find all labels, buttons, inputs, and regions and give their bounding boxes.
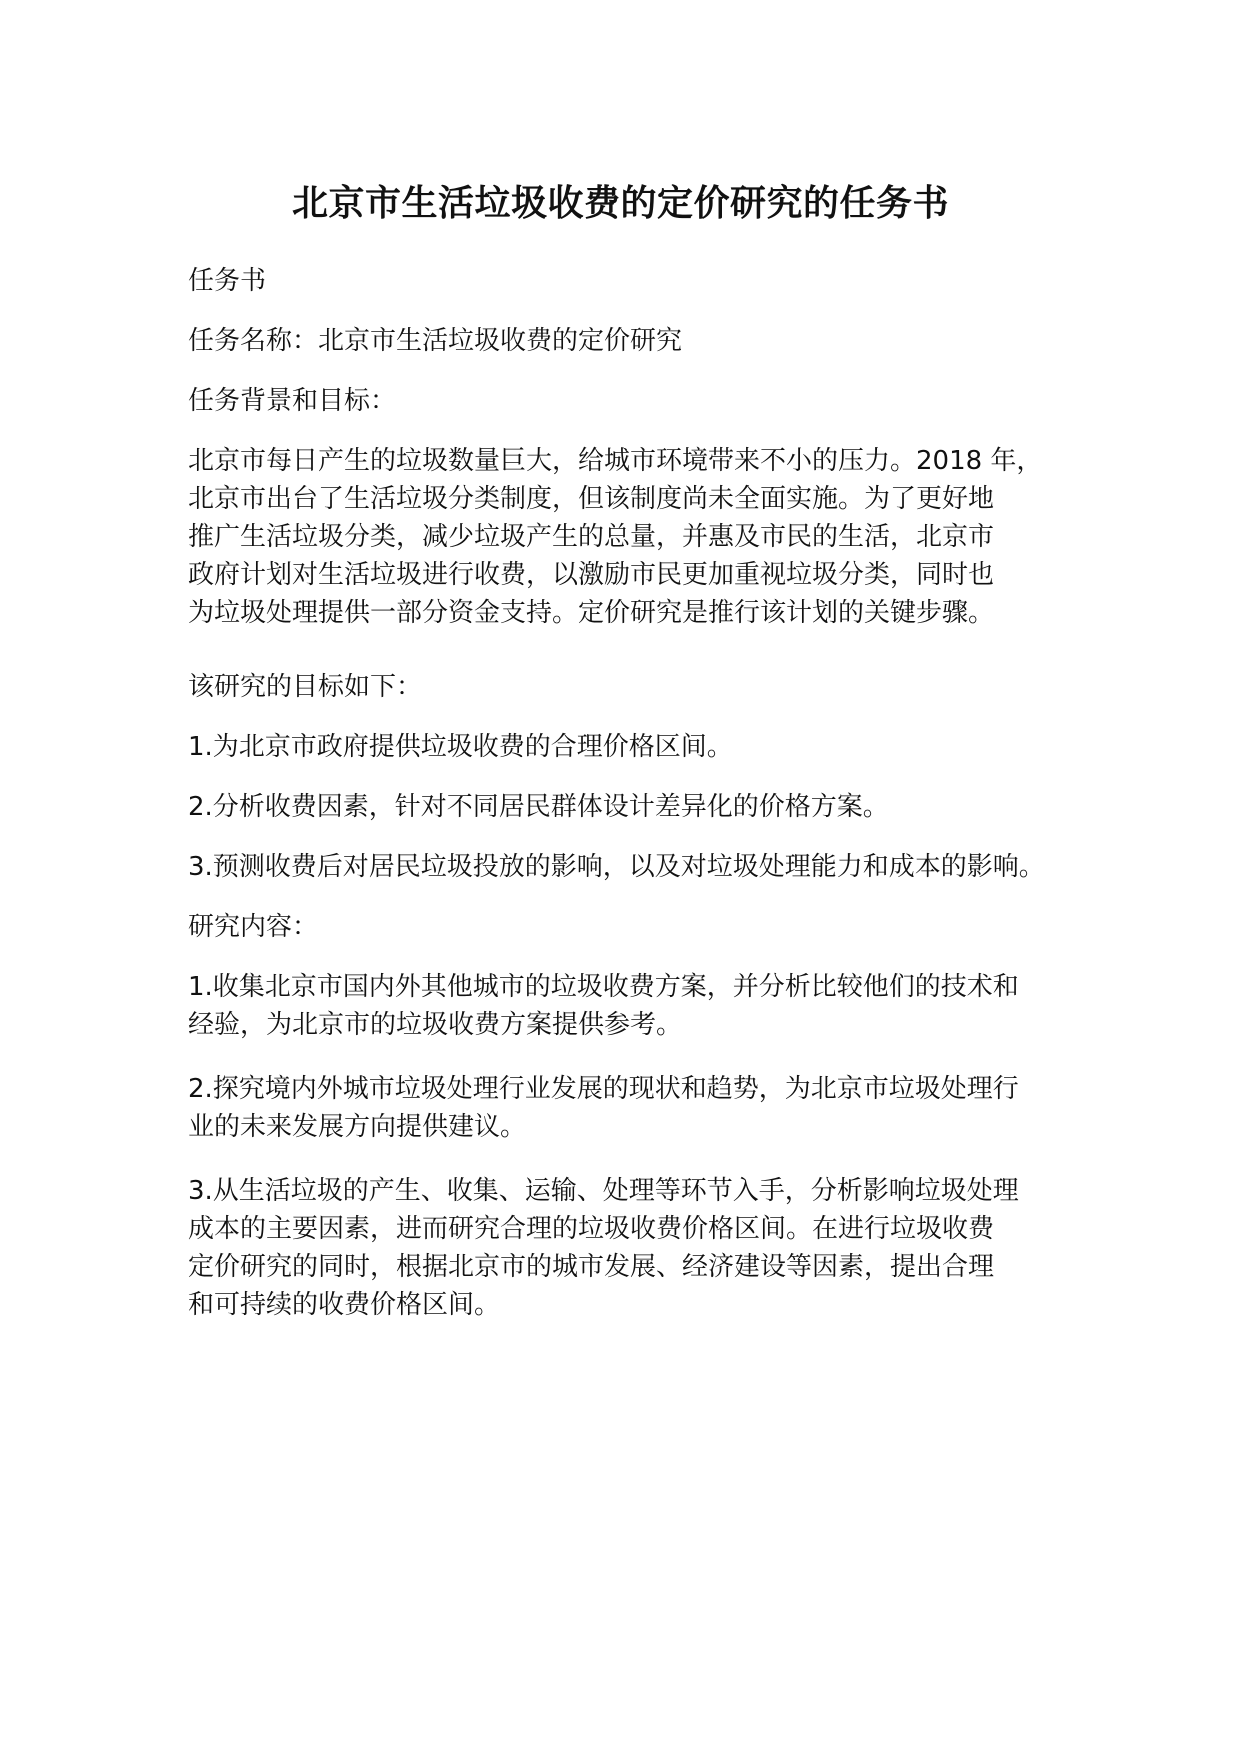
paragraph-line: 定价研究的同时，根据北京市的城市发展、经济建设等因素，提出合理	[188, 1252, 995, 1282]
background-paragraph	[188, 442, 1042, 632]
paragraph-line: 为垃圾处理提供一部分资金支持。定价研究是推行该计划的关键步骤。	[188, 598, 995, 628]
background-heading: 任务背景和目标：	[188, 386, 397, 416]
section-heading-task: 任务书	[188, 266, 267, 296]
document-title: 北京市生活垃圾收费的定价研究的任务书	[291, 183, 949, 224]
paragraph-line: 北京市每日产生的垃圾数量巨大，给城市环境带来不小的压力。2018 年，	[188, 446, 1043, 476]
content-item	[188, 1172, 1019, 1324]
content-heading: 研究内容：	[188, 912, 319, 942]
paragraph-line: 北京市出台了生活垃圾分类制度，但该制度尚未全面实施。为了更好地	[188, 484, 995, 514]
content-item	[188, 968, 1019, 1044]
paragraph-line: 经验，为北京市的垃圾收费方案提供参考。	[188, 1010, 683, 1040]
paragraph-line: 1.收集北京市国内外其他城市的垃圾收费方案，并分析比较他们的技术和	[188, 972, 1019, 1002]
task-name: 任务名称：北京市生活垃圾收费的定价研究	[188, 326, 683, 356]
paragraph-line: 3.从生活垃圾的产生、收集、运输、处理等环节入手，分析影响垃圾处理	[188, 1176, 1019, 1206]
goal-item: 2.分析收费因素，针对不同居民群体设计差异化的价格方案。	[188, 792, 889, 822]
paragraph-line: 政府计划对生活垃圾进行收费，以激励市民更加重视垃圾分类，同时也	[188, 560, 995, 590]
paragraph-line: 2.探究境内外城市垃圾处理行业发展的现状和趋势，为北京市垃圾处理行	[188, 1074, 1019, 1104]
paragraph-line: 和可持续的收费价格区间。	[188, 1290, 501, 1320]
paragraph-line: 推广生活垃圾分类，减少垃圾产生的总量，并惠及市民的生活，北京市	[188, 522, 995, 552]
goal-item: 3.预测收费后对居民垃圾投放的影响，以及对垃圾处理能力和成本的影响。	[188, 852, 1045, 882]
goals-heading: 该研究的目标如下：	[188, 672, 423, 702]
paragraph-line: 成本的主要因素，进而研究合理的垃圾收费价格区间。在进行垃圾收费	[188, 1214, 995, 1244]
content-item	[188, 1070, 1019, 1146]
paragraph-line: 业的未来发展方向提供建议。	[188, 1112, 527, 1142]
goal-item: 1.为北京市政府提供垃圾收费的合理价格区间。	[188, 732, 733, 762]
